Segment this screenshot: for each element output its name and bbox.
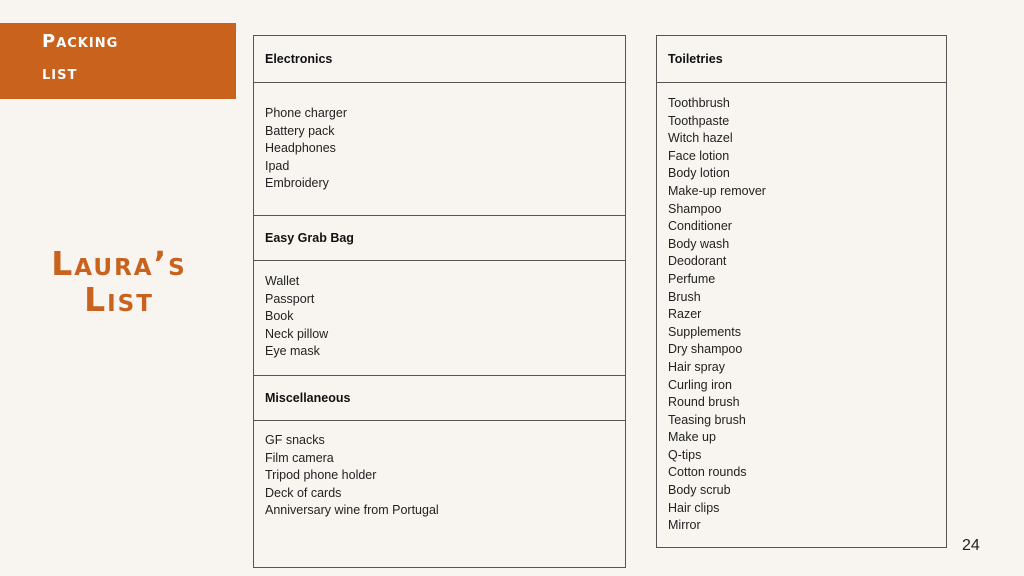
list-item: Deodorant <box>668 254 727 269</box>
list-item: Cotton rounds <box>668 465 747 480</box>
page-title-line-1: Laura’s <box>51 244 187 283</box>
header-banner <box>0 23 236 99</box>
packing-table-right <box>656 35 947 548</box>
list-item: Hair clips <box>668 500 720 515</box>
list-item: Toothbrush <box>668 96 730 110</box>
divider <box>254 420 625 421</box>
list-item: Round brush <box>668 395 740 410</box>
list-item: Brush <box>668 289 701 304</box>
divider <box>657 82 946 83</box>
list-item: Tripod phone holder <box>265 468 377 483</box>
list-item: Eye mask <box>265 344 320 359</box>
misc-list <box>265 432 617 520</box>
list-item: Supplements <box>668 324 741 339</box>
list-item: Hair spray <box>668 359 725 374</box>
page-title-line-2: List <box>84 280 154 319</box>
list-item: Body lotion <box>668 166 730 181</box>
list-item: Make up <box>668 430 716 445</box>
list-item: Passport <box>265 291 315 306</box>
list-item: Curling iron <box>668 377 732 392</box>
section-heading-grab-bag: Easy Grab Bag <box>265 231 354 245</box>
divider <box>254 82 625 83</box>
page-title <box>44 246 194 318</box>
list-item: Perfume <box>668 271 716 286</box>
list-item: Conditioner <box>668 219 732 234</box>
grab-bag-list <box>265 273 617 361</box>
list-item: Make-up remover <box>668 183 766 198</box>
packing-table-left <box>253 35 626 568</box>
banner-title-line-1: Packing <box>42 31 119 52</box>
list-item: GF snacks <box>265 433 325 447</box>
list-item: Mirror <box>668 518 701 533</box>
list-item: Q-tips <box>668 447 702 462</box>
section-heading-electronics: Electronics <box>265 52 333 66</box>
list-item: Toothpaste <box>668 113 730 128</box>
electronics-list <box>265 105 617 193</box>
list-item: Body wash <box>668 236 730 251</box>
list-item: Deck of cards <box>265 485 342 500</box>
list-item: Dry shampoo <box>668 342 743 357</box>
banner-title-line-2: list <box>42 63 78 84</box>
list-item: Film camera <box>265 450 334 465</box>
list-item: Ipad <box>265 158 290 173</box>
section-heading-toiletries: Toiletries <box>668 52 723 66</box>
section-heading-misc: Miscellaneous <box>265 391 351 405</box>
list-item: Shampoo <box>668 201 722 216</box>
list-item: Witch hazel <box>668 131 733 146</box>
list-item: Phone charger <box>265 106 348 120</box>
list-item: Body scrub <box>668 483 731 498</box>
list-item: Anniversary wine from Portugal <box>265 503 439 518</box>
list-item: Neck pillow <box>265 326 329 341</box>
list-item: Battery pack <box>265 123 335 138</box>
list-item: Razer <box>668 307 702 322</box>
list-item: Headphones <box>265 141 336 156</box>
list-item: Book <box>265 309 294 324</box>
list-item: Embroidery <box>265 176 329 191</box>
list-item: Teasing brush <box>668 412 746 427</box>
toiletries-list <box>668 95 938 535</box>
list-item: Face lotion <box>668 148 730 163</box>
page-number: 24 <box>962 537 980 554</box>
list-item: Wallet <box>265 274 300 288</box>
divider <box>254 260 625 261</box>
